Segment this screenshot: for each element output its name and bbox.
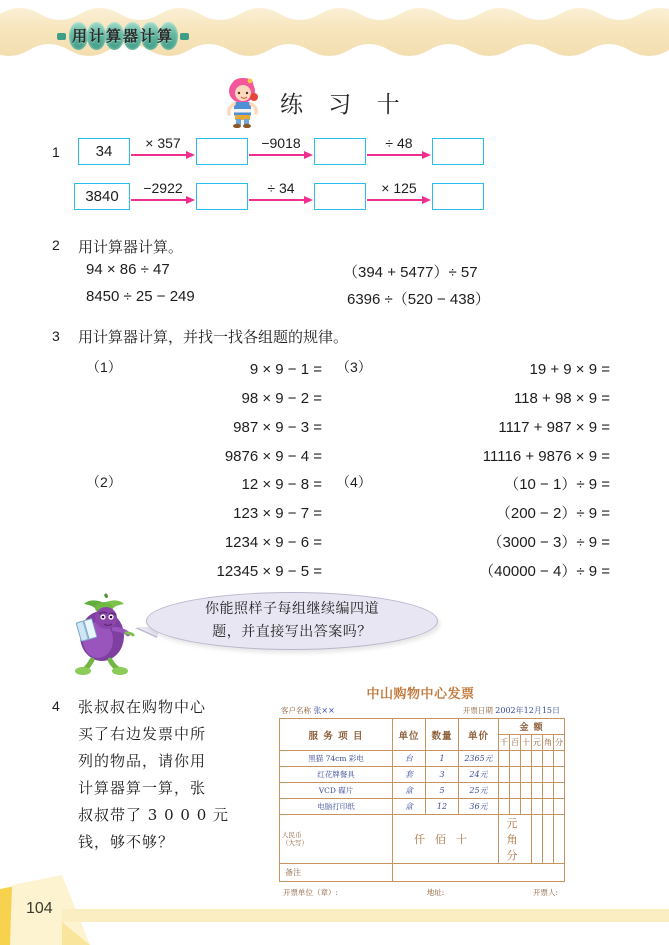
amount-cell[interactable] [521, 799, 532, 815]
amount-cell[interactable] [554, 767, 565, 783]
q2-expression: 6396 ÷（520 − 438） [347, 291, 490, 308]
remark-label: 备注 [280, 864, 393, 882]
arrow-right-icon [249, 151, 313, 160]
rmb-unit-shi: 十 [456, 833, 477, 846]
amount-cell[interactable] [532, 767, 543, 783]
q3-group-1-items [146, 355, 322, 471]
invoice-date-label: 开票日期 [462, 706, 493, 715]
q4-line: 叔叔带了 3 0 0 0 元 [78, 806, 230, 824]
flow-start-box-2[interactable]: 3840 [74, 183, 130, 210]
invoice-qty: 12 [426, 799, 459, 815]
invoice-header-row [280, 719, 565, 735]
q4-line: 列的物品，请你用 [78, 752, 207, 770]
invoice-price: 36元 [459, 799, 499, 815]
amount-cell[interactable] [543, 799, 554, 815]
amount-cell[interactable] [554, 799, 565, 815]
q3-item: （3000 − 3）÷ 9 = [487, 534, 610, 551]
flow-answer-box[interactable] [314, 183, 366, 210]
question-2-prompt: 用计算器计算。 [78, 238, 184, 256]
flow-answer-box[interactable] [314, 138, 366, 165]
flow-link [248, 135, 314, 165]
q3-item: 1117 + 987 × 9 = [498, 419, 610, 436]
amount-col-yuan: 元 [532, 735, 543, 751]
rmb-units-sub [499, 815, 532, 864]
bubble-line-2: 题，并直接写出答案吗？ [212, 624, 372, 640]
speech-bubble [146, 592, 438, 650]
amount-cell[interactable] [521, 783, 532, 799]
tab-endcap-right [180, 33, 189, 40]
flow-operator: × 357 [145, 135, 181, 151]
invoice-row [280, 767, 565, 783]
chapter-tab-label: 用计算器计算 [71, 27, 174, 45]
invoice-qty: 3 [426, 767, 459, 783]
eggplant-mascot-icon [68, 592, 142, 681]
q3-item: 987 × 9 − 3 = [233, 419, 322, 436]
invoice-price: 24元 [459, 767, 499, 783]
rmb-label-line2: （大写） [282, 839, 308, 847]
col-amount: 金 额 [499, 719, 565, 735]
invoice-item: 红花牌餐具 [280, 767, 393, 783]
amount-cell[interactable] [543, 783, 554, 799]
amount-cell[interactable] [532, 783, 543, 799]
q4-line: 张叔叔在购物中心 [78, 698, 207, 716]
invoice-unit: 盒 [393, 783, 426, 799]
invoice-unit: 盒 [393, 799, 426, 815]
flow-operator: −9018 [261, 135, 301, 151]
question-2-number: 2 [52, 237, 60, 253]
footer-unit: 开票单位（章）: [283, 888, 339, 897]
amount-cell[interactable] [510, 783, 521, 799]
invoice-meta [279, 705, 562, 716]
q2-expression: 94 × 86 ÷ 47 [86, 261, 170, 278]
flow-answer-box[interactable] [196, 183, 248, 210]
invoice-rmb-row [280, 815, 565, 864]
q3-item: 118 + 98 × 9 = [513, 390, 610, 407]
q3-item: 123 × 9 − 7 = [233, 505, 322, 522]
tab-bead-row [66, 22, 180, 50]
invoice-title: 中山购物中心发票 [366, 687, 475, 702]
q3-item: 19 + 9 × 9 = [529, 361, 610, 378]
flow-row-2 [74, 180, 484, 210]
question-4-text [78, 694, 258, 856]
q2-expression: 8450 ÷ 25 − 249 [86, 288, 195, 305]
rmb-unit-yuan: 元 [506, 817, 524, 830]
col-item: 服 务 项 目 [280, 719, 393, 751]
rmb-unit-fen: 分 [506, 849, 524, 862]
arrow-right-icon [249, 196, 313, 205]
invoice-row [280, 783, 565, 799]
q3-item: （200 − 2）÷ 9 = [495, 505, 610, 522]
rmb-unit-jiao: 角 [506, 833, 524, 846]
bubble-line-1: 你能照样子每组继续编四道 [205, 601, 379, 617]
page-title: 练 习 十 [280, 91, 409, 118]
rmb-unit-bai: 佰 [435, 833, 456, 846]
amount-col-bai: 百 [510, 735, 521, 751]
rmb-label-line1: 人民币 [282, 831, 302, 839]
flow-link [130, 135, 196, 165]
arrow-right-icon [131, 151, 195, 160]
invoice-qty: 1 [426, 751, 459, 767]
q3-group-2-items [146, 470, 322, 586]
invoice-price: 25元 [459, 783, 499, 799]
q3-item: 9 × 9 − 1 = [249, 361, 322, 378]
q4-line: 钱，够不够？ [78, 833, 175, 851]
flow-row-1 [78, 135, 484, 165]
q3-group-label: （3） [336, 359, 372, 375]
amount-cell[interactable] [543, 767, 554, 783]
tab-endcap-left [57, 33, 66, 40]
q3-item: （10 − 1）÷ 9 = [504, 476, 610, 493]
q3-item: 1234 × 9 − 6 = [224, 534, 322, 551]
invoice-unit: 台 [393, 751, 426, 767]
amount-cell[interactable] [499, 799, 510, 815]
amount-cell[interactable] [543, 751, 554, 767]
amount-col-fen: 分 [554, 735, 565, 751]
flow-operator: ÷ 48 [385, 135, 413, 151]
flow-link [366, 135, 432, 165]
invoice-price: 2365元 [459, 751, 499, 767]
rmb-blank-cell[interactable] [554, 815, 565, 864]
q3-group-label: （4） [336, 474, 372, 490]
amount-col-jiao: 角 [543, 735, 554, 751]
q3-item: 9876 × 9 − 4 = [224, 448, 322, 465]
q2-expression: （394 + 5477）÷ 57 [343, 264, 478, 281]
flow-link [248, 180, 314, 210]
invoice-customer [281, 705, 335, 716]
col-qty: 数量 [426, 719, 459, 751]
amount-cell[interactable] [510, 799, 521, 815]
chapter-tab [57, 22, 189, 50]
amount-col-shi: 十 [521, 735, 532, 751]
invoice-item: VCD 碟片 [280, 783, 393, 799]
invoice-date [463, 705, 560, 716]
amount-cell[interactable] [510, 751, 521, 767]
amount-cell[interactable] [554, 751, 565, 767]
rmb-unit-qian: 仟 [414, 833, 435, 846]
flow-operator: × 125 [381, 180, 417, 196]
col-price: 单价 [459, 719, 499, 751]
invoice-row [280, 751, 565, 767]
amount-cell[interactable] [499, 751, 510, 767]
q3-group-label: （2） [86, 474, 122, 490]
flow-start-box-1[interactable]: 34 [78, 138, 130, 165]
q3-item: 12345 × 9 − 5 = [216, 563, 322, 580]
invoice-qty: 5 [426, 783, 459, 799]
q4-line: 计算器算一算，张 [78, 779, 207, 797]
q3-item: 12 × 9 − 8 = [241, 476, 322, 493]
footer-issuer: 开票人: [532, 888, 558, 897]
amount-cell[interactable] [521, 767, 532, 783]
question-3-number: 3 [52, 328, 60, 344]
rmb-blank-cell[interactable] [532, 815, 543, 864]
page-number: 104 [26, 900, 53, 917]
amount-cell[interactable] [499, 783, 510, 799]
girl-mascot-icon [222, 76, 266, 128]
flow-link [366, 180, 432, 210]
invoice-item: 电脑打印纸 [280, 799, 393, 815]
q3-group-label: （1） [86, 359, 122, 375]
invoice-item: 黑猫 74cm 彩电 [280, 751, 393, 767]
amount-cell[interactable] [521, 751, 532, 767]
rmb-units-main [393, 815, 499, 864]
col-unit: 单位 [393, 719, 426, 751]
q3-item: 98 × 9 − 2 = [241, 390, 322, 407]
invoice-unit: 套 [393, 767, 426, 783]
q3-item: （40000 − 4）÷ 9 = [479, 563, 610, 580]
flow-link [130, 180, 196, 210]
q3-group-3-items [385, 355, 610, 471]
flow-operator: −2922 [143, 180, 183, 196]
invoice-customer-value: 张×× [313, 706, 335, 715]
amount-cell[interactable] [532, 799, 543, 815]
question-4-number: 4 [52, 698, 60, 714]
invoice-row [280, 799, 565, 815]
amount-col-qian: 千 [499, 735, 510, 751]
amount-cell[interactable] [554, 783, 565, 799]
flow-operator: ÷ 34 [267, 180, 295, 196]
amount-cell[interactable] [510, 767, 521, 783]
invoice-customer-label: 客户名称 [281, 706, 311, 715]
flow-answer-box[interactable] [432, 138, 484, 165]
q3-group-4-items [385, 470, 610, 586]
flow-answer-box[interactable] [196, 138, 248, 165]
rmb-label [280, 815, 393, 864]
arrow-right-icon [131, 196, 195, 205]
amount-cell[interactable] [499, 767, 510, 783]
lesson-title-row [222, 76, 409, 128]
amount-cell[interactable] [532, 751, 543, 767]
invoice-date-value: 2002年12月15日 [495, 706, 560, 715]
question-3-prompt: 用计算器计算，并找一找各组题的规律。 [78, 328, 349, 346]
q4-line: 买了右边发票中所 [78, 725, 207, 743]
q3-item: 11116 + 9876 × 9 = [482, 448, 610, 465]
arrow-right-icon [367, 196, 431, 205]
rmb-blank-cell[interactable] [543, 815, 554, 864]
question-1-number: 1 [52, 144, 60, 160]
arrow-right-icon [367, 151, 431, 160]
flow-answer-box[interactable] [432, 183, 484, 210]
invoice-table [279, 718, 565, 882]
footer-address: 地址: [426, 888, 445, 897]
